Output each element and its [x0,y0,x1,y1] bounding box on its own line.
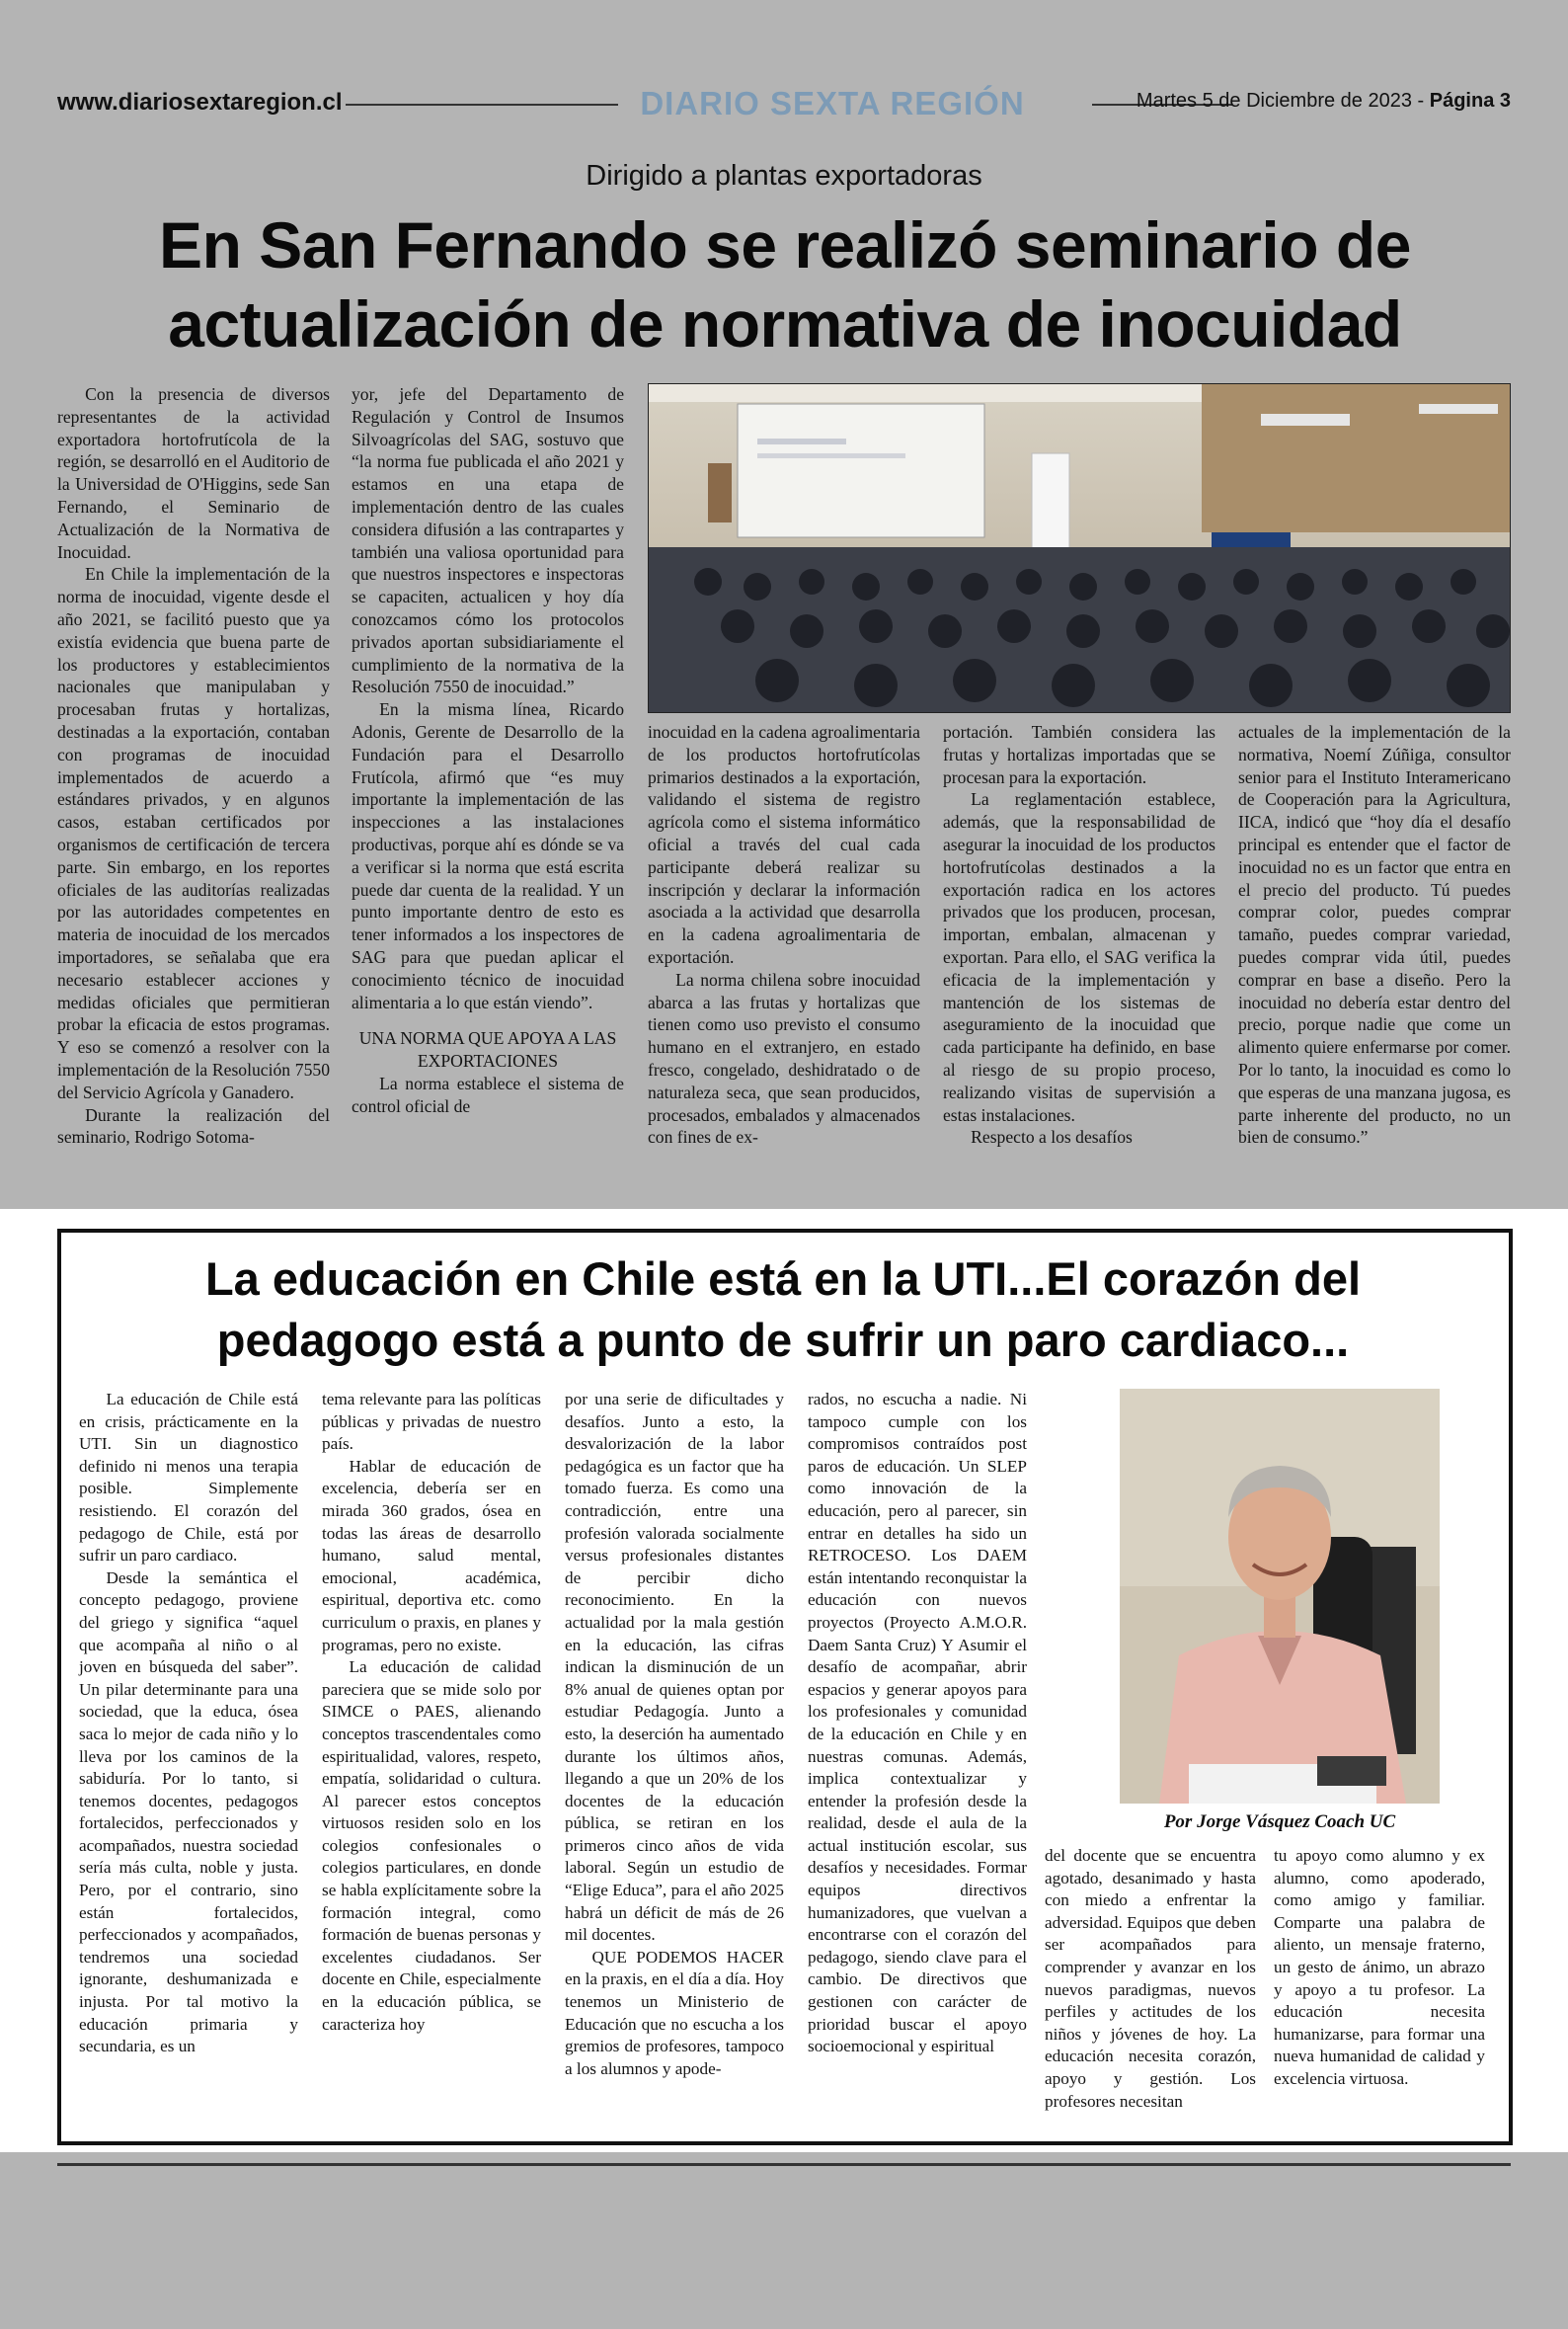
article2-headline-line1: La educación en Chile está en la UTI...El corazón del [204,1252,1362,1305]
article2-column-5 [1045,1845,1256,2113]
paragraph: Durante la realización del seminario, Rodrigo Sotoma- [57,1104,330,1148]
author-photo [1120,1389,1440,1804]
date-text: Martes 5 de Diciembre de 2023 - [1136,90,1425,112]
paragraph: En la misma línea, Ricardo Adonis, Gerente de Desarrollo de la Fundación para el Desarrollo Frutícola, afirmó que “es muy importante la implementación de las inspecciones a las instalaciones productivas, porque ahí es dónde se va a verificar si la norma que está escrita puede dar cuenta de la realidad. Y un punto importante dentro de esto es tener informados a los inspectores de SAG para que puedan aplicar el conocimiento técnico de inocuidad alimentaria a lo que están viendo”. [352,699,624,1012]
paragraph: Respecto a los desafíos [971,1127,1133,1148]
paper-name: DIARIO SEXTA REGIÓN [640,85,1025,121]
masthead-rule-left [346,104,618,106]
masthead [57,87,1511,122]
article1-kicker: Dirigido a plantas exportadoras [586,160,982,192]
paragraph: La norma chilena sobre inocuidad abarca a las frutas y hortalizas que tienen como uso previsto el consumo humano en el extranjero, en estado fresco, congelado, deshidratado o de naturaleza seca, que sean producidos, procesados, embalados y almacenados con fines de ex- [648,969,920,1148]
page-number: Página 3 [1429,90,1511,112]
paragraph: Hablar de educación de excelencia, debería ser en mirada 360 grados, ósea en todas las áreas de desarrollo humano, salud mental, emocional, académica, espiritual, deportiva etc. como curriculum o praxis, en planes y programas, pero no existe. [322,1456,541,1654]
website-url[interactable]: www.diariosextaregion.cl [57,89,343,116]
article1-column-1 [57,383,330,1149]
paragraph: La reglamentación establece, además, que la responsabilidad de asegurar la inocuidad de los productos hortofrutícolas destinados a la exportación radica en los actores privados que los producen, procesan, importan, embalan, almacenan y exportan. Para ello, el SAG verifica la eficacia de la implementación y mantención de los sistemas de aseguramiento de la inocuidad que cada participante ha definido, en base al riesgo de su propio proceso, realizando visitas de supervisión a estas instalaciones. [943,789,1215,1125]
section-subhead: UNA NORMA QUE APOYA A LAS EXPORTACIONES [358,1028,617,1072]
paragraph: tema relevante para las políticas públicas y privadas de nuestro país. [322,1390,541,1454]
article2-column-6 [1274,1845,1485,2091]
article2-headline-line2: pedagogo está a punto de sufrir un paro cardiaco... [216,1314,1350,1366]
article2-column-2 [322,1389,541,2036]
paragraph: yor, jefe del Departamento de Regulación y Control de Insumos Silvoagrícolas del SAG, sostuvo que “la norma fue publicada el año 2021 y estamos en una etapa de implementación dentro de las cuales considera difusión a las contrapartes y también una valiosa oportunidad para que nuestros inspectores e inspectoras se capaciten, actualicen y hoy día conozcamos cómo los protocolos privados aportan subsidiariamente el cumplimiento de la normativa de la Resolución 7550 de inocuidad.” [352,384,624,697]
paragraph: rados, no escucha a nadie. Ni tampoco cumple con los compromisos contraídos post paros de educación. Un SLEP como innovación de la educación, pero al parecer, sin entrar en detalles ha sido un RETROCESO. Los DAEM están intentando reconquistar la educación con nuevos proyectos (Proyecto A.M.O.R. Daem Santa Cruz) Y Asumir el desafío de acompañar, abrir espacios y generar apoyos para los profesionales y comunidad de la educación en Chile y en nuestras comunas. Además, implica contextualizar y entender la profesión desde la realidad, desde el aula de la actual institución escolar, sus desafíos y necesidades. Formar equipos directivos humanizadores, que vuelvan a encontrarse con el corazón del pedagogo, siendo clave para el cambio. De directivos que gestionen con carácter de prioridad buscar el apoyo socioemocional y espiritual [808,1390,1027,2056]
paragraph: La educación de Chile está en crisis, prácticamente en la UTI. Sin un diagnostico definido ni menos una terapia posible. Simplemente resistiendo. El corazón del pedagogo de Chile, está por sufrir un paro cardiaco. [79,1390,298,1566]
article1-column-3 [648,721,920,1149]
article2-column-4 [808,1389,1027,2058]
paragraph: QUE PODEMOS HACER en la praxis, en el día a día. Hoy tenemos un Ministerio de Educación que no escucha a los gremios de profesores, tampoco a los alumnos y apode- [565,1947,784,2078]
article1-headline-line1: En San Fernando se realizó seminario de [159,208,1411,281]
author-caption: Por Jorge Vásquez Coach UC [1163,1811,1396,1832]
article1-column-2 [352,383,624,1118]
paragraph: inocuidad en la cadena agroalimentaria de los productos hortofrutícolas primarios destinados a la exportación, validando el sistema de registro agrícola como el sistema informático oficial a través del cual cada participante deberá realizar su inscripción y declarar la información asociada a la actividad que desarrolla en la cadena agroalimentaria de exportación. [648,722,920,967]
paragraph: Con la presencia de diversos representantes de la actividad exportadora hortofrutícola de la región, se desarrolló en el Auditorio de la Universidad de O'Higgins, sede San Fernando, el Seminario de Actualización de la Normativa de Inocuidad. [57,384,330,562]
paragraph: La educación de calidad pareciera que se mide solo por SIMCE o PAES, alienando conceptos trascendentales como espiritualidad, valores, respeto, empatía, solidaridad o cultura. Al parecer estos conceptos virtuosos residen solo en los colegios confesionales o colegios particulares, en donde se habla explícitamente sobre la formación integral, como formación de buenas personas y excelentes ciudadanos. Ser docente en Chile, especialmente en la educación pública, se caracteriza hoy [322,1657,541,2034]
article1-column-4 [943,721,1215,1149]
article1-column-5 [1238,721,1511,1149]
seminar-photo [648,383,1511,713]
seminar-photo-image [649,384,1510,712]
issue-date [1137,90,1511,113]
footer-rule [57,2163,1511,2166]
article2-column-3 [565,1389,784,2080]
article2-column-1 [79,1389,298,2058]
paragraph: portación. También considera las frutas y hortalizas importadas que se procesan para la exportación. [943,722,1215,787]
paragraph: del docente que se encuentra agotado, desanimado y hasta con miedo a enfrentar la adversidad. Equipos que deben ser acompañados para comprender y avanzar en los nuevos paradigmas, nuevos perfiles y actitudes de los niños y jóvenes de hoy. La educación necesita corazón, apoyo y gestión. Los profesores necesitan [1045,1846,1256,2111]
paragraph: actuales de la implementación de la normativa, Noemí Zúñiga, consultor senior para el Instituto Interamericano de Cooperación para la Agricultura, IICA, indicó que “hoy día el desafío principal es entender que el factor de inocuidad no es un factor que entra en el precio del producto. Tú puedes comprar color, puedes comprar tamaño, puedes comprar variedad, puedes comprar vida útil, puedes comprar en base a diseño. Pero la inocuidad no debería estar dentro del precio, porque nadie que come un alimento quiere enfermarse por comer. Por lo tanto, la inocuidad es como lo que esperas de una manzana jugosa, es parte inherente del producto, no un bien de consumo.” [1238,722,1511,1148]
article2-headline [61,1248,1505,1371]
paragraph: Desde la semántica el concepto pedagogo, proviene del griego y significa “aquel que acompaña al niño o al joven en búsqueda del saber”. Un pilar determinante para una sociedad, que la educa, ósea saca lo mejor de cada niño y lo lleva por los caminos de la sabiduría. Por lo tanto, si tenemos docentes, pedagogos fortalecidos, perfeccionados y acompañados, nuestra sociedad sería más culta, noble y justa. Pero, por el contrario, sino están fortalecidos, perfeccionados y acompañados, tendremos una sociedad ignorante, deshumanizada e injusta. Por tal motivo la educación primaria y secundaria, es un [79,1567,298,2056]
paragraph: por una serie de dificultades y desafíos. Junto a esto, la desvalorización de la labor pedagógica es un factor que ha tomado fuerza. Es como una contradicción, entre una profesión valorada socialmente versus profesionales distantes de percibir dicho reconocimiento. En la actualidad por la mala gestión en la educación, las cifras indican la disminución de un 8% anual de quienes optan por estudiar Pedagogía. Junto a esto, la deserción ha aumentado durante los últimos años, llegando a que un 20% de los docentes de la educación pública, se retiran en los primeros cinco años de vida laboral. Según un estudio de “Elige Educa”, para el año 2025 habrá un déficit de más de 26 mil docentes. [565,1390,784,1945]
paragraph: La norma establece el sistema de control oficial de [352,1073,624,1116]
paragraph: tu apoyo como alumno y ex alumno, como apoderado, como amigo y familiar. Comparte una palabra de aliento, un mensaje fraterno, un gesto de ánimo, un abrazo y apoyo a tu profesor. La educación necesita humanizarse, para formar una nueva humanidad de calidad y excelencia virtuosa. [1274,1846,1485,2088]
author-portrait [1120,1389,1440,1804]
article1-headline [39,205,1530,363]
article1-headline-line2: actualización de normativa de inocuidad [168,287,1402,361]
paragraph: En Chile la implementación de la norma de inocuidad, vigente desde el año 2021, se facilitó puesto que ya existía evidencia que buena parte de los productores y establecimientos nacionales que manipulaban y procesaban frutas y hortalizas, destinadas a la exportación, contaban con programas de inocuidad implementados de acuerdo a estándares privados, y en algunos casos, estaban certificados por organismos de certificación de tercera parte. Sin embargo, en los reportes oficiales de las auditorías realizadas por las autoridades competentes en materia de inocuidad de los mercados importadores, se señalaba que era necesario establecer acciones y medidas oficiales que permitieran probar la eficacia de estos programas. Y eso se comenzó a resolver con la implementación de la Resolución 7550 del Servicio Agrícola y Ganadero. [57,564,330,1102]
